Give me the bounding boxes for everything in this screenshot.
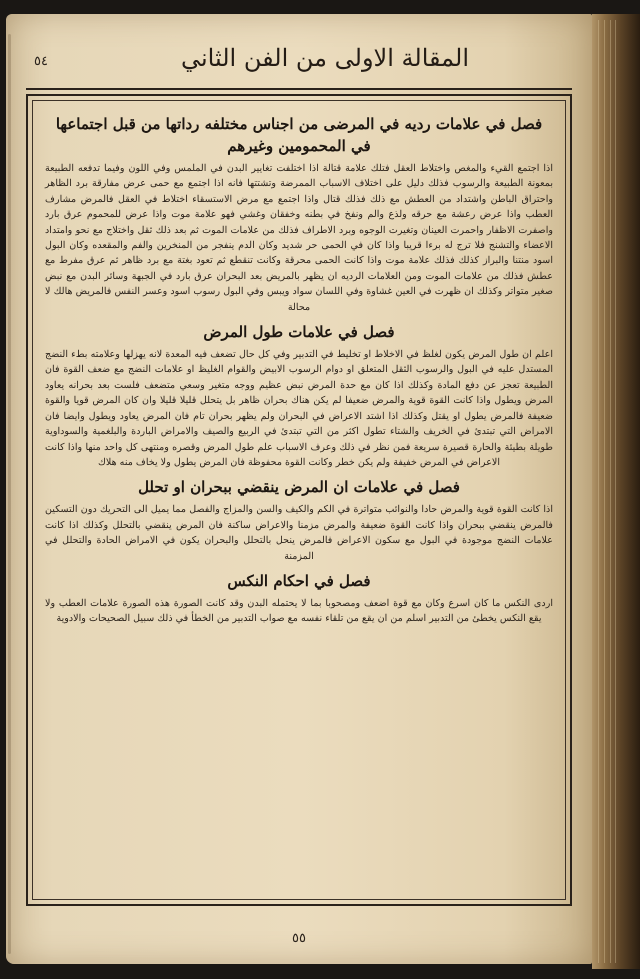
- section-body: اذا اجتمع القيء والمغص واختلاط العقل فتلك علامة قتالة اذا اختلفت تغايير البدن في الملمس وفي اللون وفيما تدفعه الطبيعة بمعونة الطبيعة والرسوب فذلك دليل على اختلاف الاسباب الممرضة وتشتتها فانه اذا اجتمع مع حمى عرض مفارقة برد الظاهر واحتراق الباطن واشتداد من العطش مع ذلك فذلك قتال واذا اجتمع مع مرض الاستسقاء اختلاط في العقل فالمرض مشارف العطب واذا عرض رعشة مع حرقه ولذع والم ونفخ في بطنه وخفقان وغشي فهو علامة موت واذا عرض للمحموم عرق بارد واصفرت الاظفار واحمرت العينان وتغيرت الوجوه وبرد الاطراف فذلك من علامات الموت ثم بعد ذلك ثقل واختلاج مع نحو وامتداد الاعضاء والتشنج فلا ترج له برءا قريبا واذا كان في الحمى حر شديد وكان الدم ينفجر من المنخرين والفم والمقعده وكان البول اسود منتنا والبراز كذلك فذلك علامة موت واذا كانت الحمى محرقة وكانت تنقطع ثم تعود بغتة مع برد ظاهر ثم عرق مفرط مع عطش فذلك من علامات الموت ومن العلامات الرديه ان يظهر بالمريض بعد البحران عرق بارد في الجبهة وسائر البدن مع نبض صغير متواتر وكذلك ان ظهرت في العين غشاوة وفي اللسان سواد ويبس وفي البول رسوب اسود وعسر النفس فالمريض هالك لا محالة: [45, 163, 553, 313]
- page-edge-shadow: [8, 34, 11, 954]
- section-title: فصل في علامات رديه في المرضى من اجناس مختلفه رداتها من قبل اجتماعها في المحمومين وغيرهم: [55, 115, 543, 155]
- text-frame-inner: [32, 100, 566, 900]
- section-crisis-resolution: [45, 476, 553, 564]
- section-title: فصل في علامات طول المرض: [203, 323, 395, 342]
- text-frame: [26, 94, 572, 906]
- running-title: المقالة الاولى من الفن الثاني: [181, 44, 469, 72]
- book-page: [6, 14, 592, 964]
- page-leaf-edge: [615, 20, 616, 963]
- section-body: اردى النكس ما كان اسرع وكان مع قوة اضعف ومصحوبا بما لا يحتمله البدن وقد كانت الصورة هذه الصورة علامات العطب ولا يقع النكس يخطئ من التدبير اسلم من ان يقع من تلقاء نفسه مع صواب التدبير من الخطأ في ذلك سبيل الصحيحات والادوية: [45, 597, 553, 625]
- section-body: اعلم ان طول المرض يكون لغلظ في الاخلاط او تخليط في التدبير وفي كل حال تضعف فيه المعدة لانه يهزلها وعلامته بطء النضج المستدل عليه في البول والرسوب الثقل المتعلق او دوام الرسوب الابيض والقوام الغليظ او علامات النضج مع ضعف القوة فان الطبيعة تعجز عن دفع المادة وكذلك اذا كان مع حدة المرض نبض عظيم ووجه متغير وسعي متضعف فلست بعد بحرانه يعاود المرض ويطول واذا كانت القوة قوية والمرض ضعيفا لم يكن هناك بحران ظاهر بل يتحلل قليلا قليلا وان كان المرض قويا والقوة ضعيفة فالمرض يطول او يقتل وكذلك اذا اشتد الاعراض في البحران ولم يظهر بحران تام فان المرض يعاود ويطول وايضا فان الامراض التي تبتدئ في الخريف والشتاء تطول اكثر من التي تبتدئ في الربيع والصيف والامراض الباردة والبلغمية والسوداوية طويلة بطيئة والحارة قصيرة سريعة فمن نظر في ذلك وعرف الاسباب علم طول المرض وقصره ومنتهى كل واحد منها واذا كانت الاعراض في المرض خفيفة ولم يكن خطر وكانت القوة محفوظة فان المرض يطول ولا يخاف منه هلاك: [45, 349, 553, 468]
- book-binding: [592, 14, 640, 969]
- page-leaf-edge: [598, 20, 599, 963]
- section-relapse: [45, 570, 553, 627]
- section-body: اذا كانت القوة قوية والمرض حادا والنوائب متواترة في الكم والكيف والسن والمزاج والفصل مما يميل الى التحريك دون التسكين فالمرض ينقضي ببحران واذا كانت القوة ضعيفة والمرض مزمنا والاعراض ساكنة فان المرض ينقضي بالتحلل وكذلك اذا كانت علامات النضج موجودة في البول مع سكون الاعراض فالمرض ينحل بالتحلل والبحران يكون في الامراض الحادة والتحلل في المزمنة: [45, 504, 553, 562]
- page-number: ٥٤: [34, 54, 48, 69]
- page-leaf-edge: [610, 20, 611, 963]
- section-title: فصل في علامات ان المرض ينقضي ببحران او تحلل: [138, 478, 460, 497]
- section-long-illness: [45, 321, 553, 470]
- footer-page-number: ٥٥: [292, 931, 306, 946]
- section-title: فصل في احكام النكس: [227, 571, 371, 590]
- page-leaf-edge: [604, 20, 605, 963]
- page-header: [26, 40, 572, 90]
- section-bad-signs: [45, 113, 553, 315]
